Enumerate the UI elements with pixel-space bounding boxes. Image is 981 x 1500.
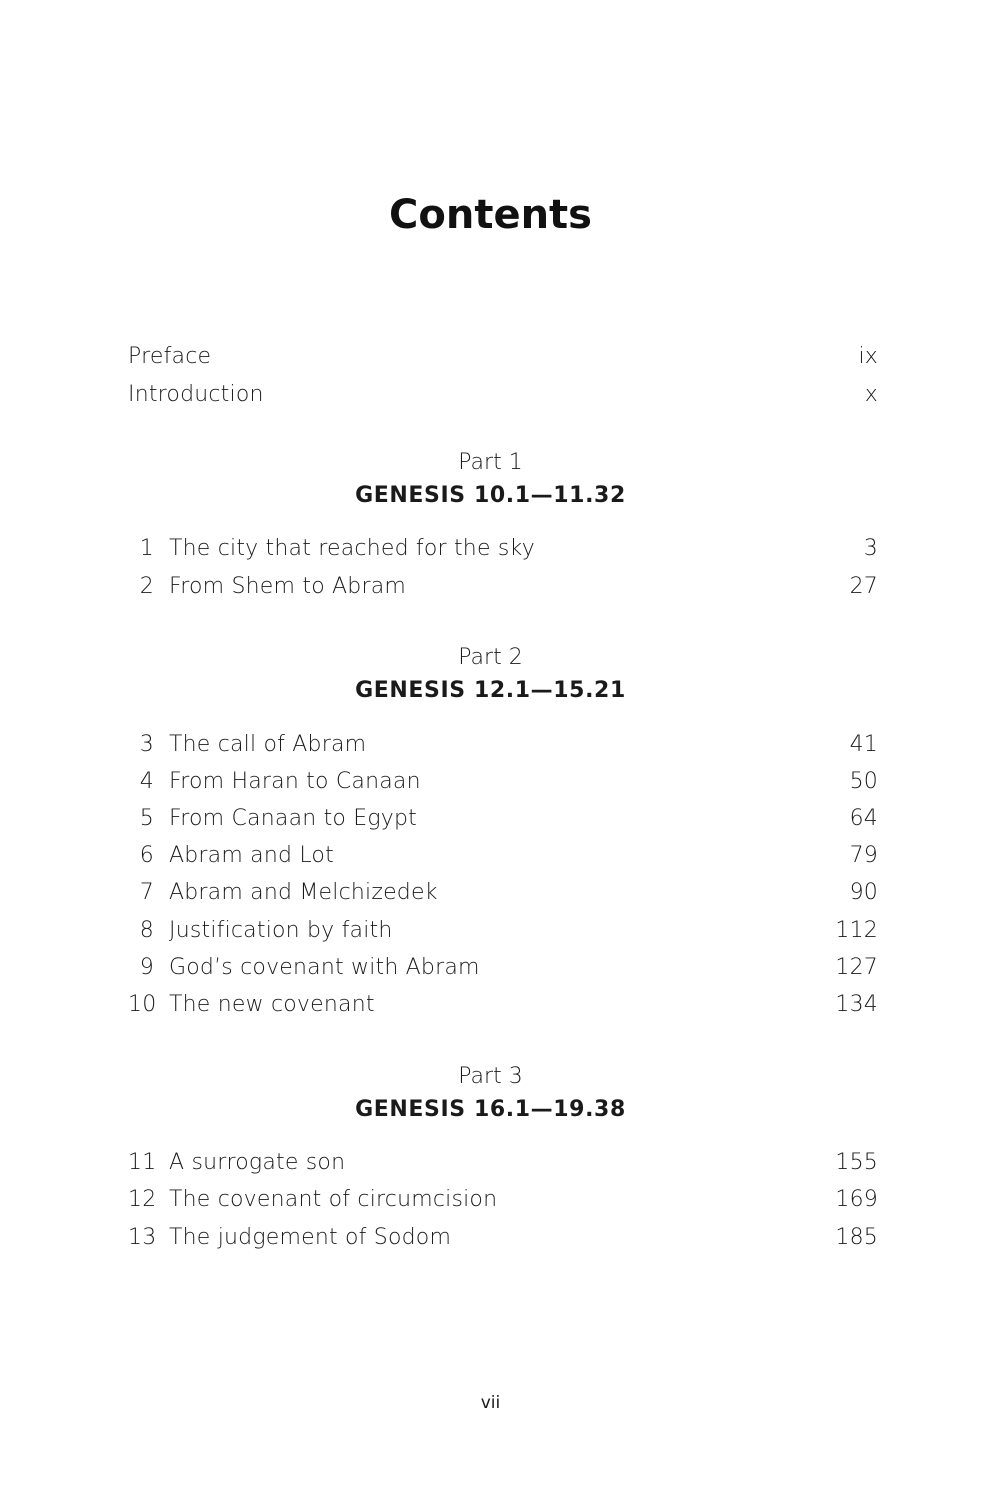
toc-entry-chapter[interactable] xyxy=(128,767,878,797)
entry-page: 50 xyxy=(849,769,878,794)
entry-title: From Shem to Abram xyxy=(169,574,407,599)
entry-title: From Haran to Canaan xyxy=(169,769,421,794)
part-heading: GENESIS 10.1—11.32 xyxy=(355,483,626,508)
part-heading: GENESIS 12.1—15.21 xyxy=(355,678,626,703)
entry-page: 155 xyxy=(835,1150,878,1175)
toc-entry-chapter[interactable] xyxy=(128,804,878,834)
toc-entry-chapter[interactable] xyxy=(128,878,878,908)
entry-title: Justification by faith xyxy=(169,918,393,943)
entry-page: 3 xyxy=(863,536,878,561)
chapter-number: 9 xyxy=(139,955,154,980)
entry-page: 41 xyxy=(849,732,878,757)
entry-page: 79 xyxy=(849,843,878,868)
page-title: Contents xyxy=(389,192,592,238)
entry-title: Abram and Lot xyxy=(169,843,334,868)
entry-page: x xyxy=(864,382,878,407)
entry-page: 185 xyxy=(835,1225,878,1250)
chapter-number: 7 xyxy=(139,880,154,905)
toc-entry-introduction[interactable] xyxy=(128,380,878,410)
entry-title: From Canaan to Egypt xyxy=(169,806,417,831)
toc-entry-preface[interactable] xyxy=(128,342,878,372)
entry-title: Abram and Melchizedek xyxy=(169,880,438,905)
entry-page: 90 xyxy=(849,880,878,905)
part-heading: GENESIS 16.1—19.38 xyxy=(355,1097,626,1122)
entry-title: The call of Abram xyxy=(169,732,367,757)
toc-entry-chapter[interactable] xyxy=(128,572,878,602)
entry-title: A surrogate son xyxy=(169,1150,346,1175)
toc-entry-chapter[interactable] xyxy=(128,953,878,983)
entry-page: 112 xyxy=(835,918,878,943)
entry-title: Introduction xyxy=(128,382,264,407)
entry-page: 64 xyxy=(849,806,878,831)
part-label: Part 2 xyxy=(458,645,523,670)
toc-entry-chapter[interactable] xyxy=(128,990,878,1020)
entry-title: Preface xyxy=(128,344,212,369)
entry-page: 134 xyxy=(835,992,878,1017)
toc-entry-chapter[interactable] xyxy=(128,916,878,946)
toc-entry-chapter[interactable] xyxy=(128,730,878,760)
chapter-number: 10 xyxy=(128,992,157,1017)
entry-page: 169 xyxy=(835,1187,878,1212)
toc-entry-chapter[interactable] xyxy=(128,534,878,564)
toc-entry-chapter[interactable] xyxy=(128,841,878,871)
page-number: vii xyxy=(480,1393,501,1413)
toc-entry-chapter[interactable] xyxy=(128,1148,878,1178)
chapter-number: 4 xyxy=(139,769,154,794)
chapter-number: 5 xyxy=(139,806,154,831)
entry-title: The judgement of Sodom xyxy=(169,1225,452,1250)
toc-entry-chapter[interactable] xyxy=(128,1223,878,1253)
chapter-number: 13 xyxy=(128,1225,157,1250)
entry-page: 127 xyxy=(835,955,878,980)
chapter-number: 2 xyxy=(139,574,154,599)
entry-title: The covenant of circumcision xyxy=(169,1187,498,1212)
entry-page: 27 xyxy=(849,574,878,599)
chapter-number: 3 xyxy=(139,732,154,757)
entry-title: God’s covenant with Abram xyxy=(169,955,480,980)
chapter-number: 1 xyxy=(139,536,154,561)
entry-title: The new covenant xyxy=(169,992,375,1017)
toc-entry-chapter[interactable] xyxy=(128,1185,878,1215)
chapter-number: 6 xyxy=(139,843,154,868)
entry-title: The city that reached for the sky xyxy=(169,536,535,561)
entry-page: ix xyxy=(858,344,878,369)
chapter-number: 8 xyxy=(139,918,154,943)
part-label: Part 1 xyxy=(458,450,523,475)
part-label: Part 3 xyxy=(458,1064,523,1089)
chapter-number: 11 xyxy=(128,1150,157,1175)
chapter-number: 12 xyxy=(128,1187,157,1212)
